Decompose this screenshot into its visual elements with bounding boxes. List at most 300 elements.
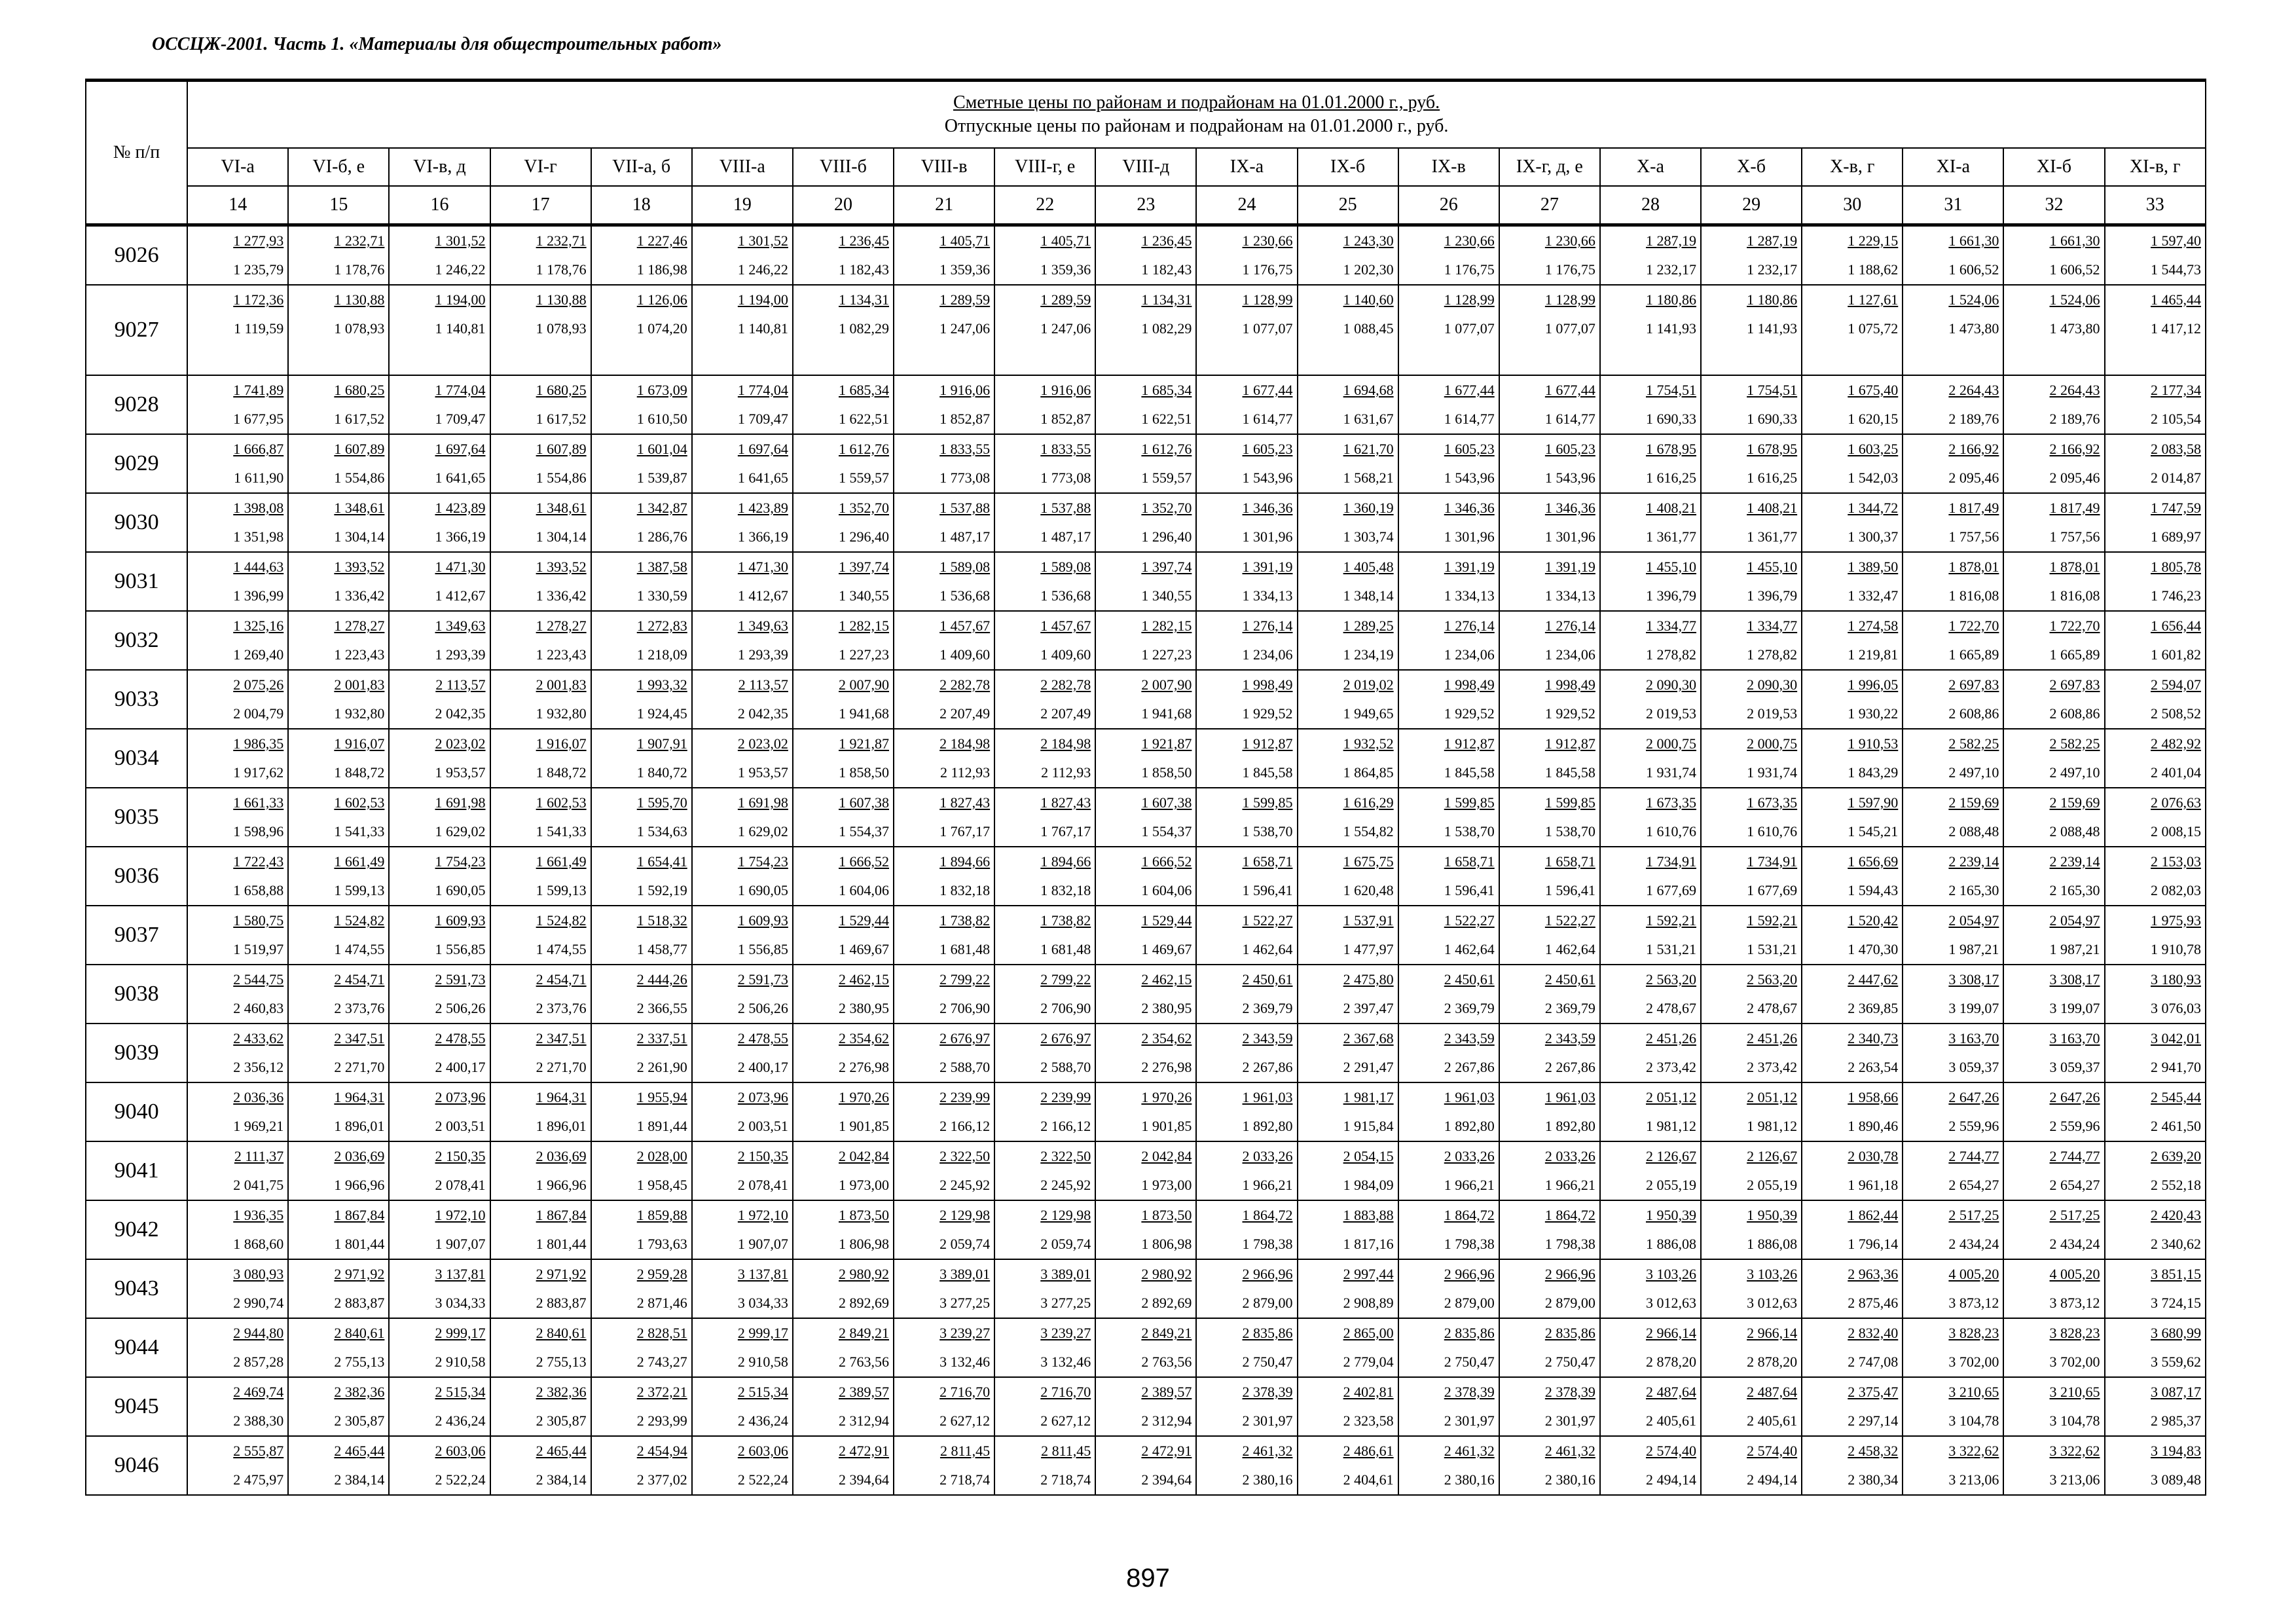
price-cell bbox=[2105, 1436, 2206, 1495]
estimate-price: 4 005,20 bbox=[1948, 1266, 1999, 1282]
district-header: XI-в, г bbox=[2105, 148, 2206, 186]
price-cell bbox=[490, 1024, 591, 1082]
selling-price: 1 296,40 bbox=[1141, 528, 1192, 545]
selling-price: 1 462,64 bbox=[1444, 941, 1495, 957]
price-cell bbox=[2105, 729, 2206, 788]
price-cell bbox=[1298, 1024, 1398, 1082]
price-cell bbox=[1600, 285, 1701, 375]
estimate-price: 2 697,83 bbox=[1948, 676, 1999, 693]
selling-price: 2 166,12 bbox=[1040, 1118, 1091, 1134]
price-cell bbox=[1398, 552, 1499, 611]
price-cell bbox=[1499, 906, 1600, 965]
selling-price: 1 340,55 bbox=[1141, 587, 1192, 604]
price-cell bbox=[894, 552, 994, 611]
selling-price: 1 412,67 bbox=[435, 587, 486, 604]
selling-price: 1 301,96 bbox=[1544, 528, 1595, 545]
price-cell bbox=[1499, 670, 1600, 729]
price-cell bbox=[591, 788, 692, 847]
price-cell bbox=[994, 729, 1095, 788]
estimate-price: 3 137,81 bbox=[737, 1266, 788, 1282]
selling-price: 1 474,55 bbox=[536, 941, 587, 957]
price-cell bbox=[1298, 1082, 1398, 1141]
estimate-price: 2 582,25 bbox=[1948, 735, 1999, 752]
price-cell bbox=[1398, 1259, 1499, 1318]
selling-price: 1 896,01 bbox=[334, 1118, 385, 1134]
price-cell bbox=[2003, 552, 2104, 611]
price-cell bbox=[1095, 611, 1196, 670]
selling-price: 2 042,35 bbox=[435, 705, 486, 722]
estimate-price: 2 129,98 bbox=[939, 1207, 991, 1223]
caption-selling-prices: Отпускные цены по районам и подрайонам на 01.01.2000 г., руб. bbox=[944, 116, 1449, 136]
price-cell bbox=[1499, 1024, 1600, 1082]
price-cell bbox=[692, 1141, 793, 1200]
price-cell bbox=[288, 906, 389, 965]
estimate-price: 1 537,88 bbox=[939, 500, 991, 516]
price-cell bbox=[1095, 493, 1196, 552]
estimate-price: 2 966,96 bbox=[1444, 1266, 1495, 1282]
estimate-price: 1 457,67 bbox=[1040, 618, 1091, 634]
selling-price: 1 541,33 bbox=[334, 823, 385, 840]
estimate-price: 1 405,71 bbox=[939, 232, 991, 249]
selling-price: 1 929,52 bbox=[1544, 705, 1595, 722]
estimate-price: 1 607,89 bbox=[536, 441, 587, 457]
estimate-price: 2 454,71 bbox=[334, 971, 385, 987]
estimate-price: 1 230,66 bbox=[1544, 232, 1595, 249]
price-cell bbox=[187, 1259, 288, 1318]
selling-price: 1 801,44 bbox=[334, 1236, 385, 1252]
price-cell bbox=[994, 965, 1095, 1024]
price-cell bbox=[2105, 375, 2206, 434]
estimate-price: 2 799,22 bbox=[939, 971, 991, 987]
estimate-price: 1 393,52 bbox=[536, 559, 587, 575]
price-cell bbox=[187, 225, 288, 286]
estimate-price: 1 589,08 bbox=[939, 559, 991, 575]
selling-price: 1 359,36 bbox=[1040, 261, 1091, 278]
estimate-price: 1 601,04 bbox=[636, 441, 687, 457]
estimate-price: 3 851,15 bbox=[2151, 1266, 2201, 1282]
selling-price: 3 059,37 bbox=[1948, 1059, 1999, 1075]
price-cell bbox=[1298, 788, 1398, 847]
estimate-price: 1 352,70 bbox=[1141, 500, 1192, 516]
estimate-price: 1 661,30 bbox=[2049, 232, 2100, 249]
estimate-price: 1 656,69 bbox=[1848, 853, 1899, 870]
estimate-price: 3 087,17 bbox=[2151, 1384, 2201, 1400]
price-cell bbox=[389, 434, 490, 493]
selling-price: 1 845,58 bbox=[1544, 764, 1595, 781]
price-cell bbox=[187, 552, 288, 611]
price-cell bbox=[1196, 1436, 1297, 1495]
price-cell bbox=[591, 434, 692, 493]
selling-price: 3 199,07 bbox=[2049, 1000, 2100, 1016]
selling-price: 1 616,25 bbox=[1646, 470, 1696, 486]
selling-price: 1 178,76 bbox=[334, 261, 385, 278]
price-cell bbox=[1196, 729, 1297, 788]
price-cell bbox=[793, 375, 894, 434]
price-cell bbox=[1398, 1200, 1499, 1259]
selling-price: 2 750,47 bbox=[1544, 1354, 1595, 1370]
selling-price: 1 077,07 bbox=[1544, 320, 1595, 337]
price-cell bbox=[1398, 1377, 1499, 1436]
district-header: X-в, г bbox=[1802, 148, 1903, 186]
estimate-price: 1 916,06 bbox=[939, 382, 991, 398]
estimate-price: 1 342,87 bbox=[636, 500, 687, 516]
price-cell bbox=[1298, 1377, 1398, 1436]
price-cell bbox=[288, 1082, 389, 1141]
selling-price: 2 878,20 bbox=[1747, 1354, 1798, 1370]
price-cell bbox=[793, 552, 894, 611]
selling-price: 2 380,34 bbox=[1848, 1471, 1899, 1488]
estimate-price: 1 675,75 bbox=[1343, 853, 1394, 870]
selling-price: 2 305,87 bbox=[334, 1412, 385, 1429]
estimate-price: 2 444,26 bbox=[636, 971, 687, 987]
price-cell bbox=[1499, 1377, 1600, 1436]
estimate-price: 2 486,61 bbox=[1343, 1443, 1394, 1459]
price-cell bbox=[1802, 611, 1903, 670]
estimate-price: 1 592,21 bbox=[1747, 912, 1798, 929]
selling-price: 1 176,75 bbox=[1242, 261, 1293, 278]
estimate-price: 1 444,63 bbox=[233, 559, 284, 575]
column-number: 14 bbox=[187, 186, 288, 225]
price-cell bbox=[793, 1377, 894, 1436]
table-row bbox=[86, 965, 2206, 1024]
price-cell bbox=[1802, 225, 1903, 286]
price-cell bbox=[2105, 1318, 2206, 1377]
estimate-price: 1 387,58 bbox=[636, 559, 687, 575]
price-cell bbox=[187, 611, 288, 670]
table-row bbox=[86, 285, 2206, 375]
selling-price: 2 059,74 bbox=[1040, 1236, 1091, 1252]
selling-price: 1 545,21 bbox=[1848, 823, 1899, 840]
page-number: 897 bbox=[1126, 1564, 1170, 1593]
price-cell bbox=[1196, 1082, 1297, 1141]
estimate-price: 3 103,26 bbox=[1747, 1266, 1798, 1282]
selling-price: 1 987,21 bbox=[1948, 941, 1999, 957]
selling-price: 3 132,46 bbox=[939, 1354, 991, 1370]
selling-price: 1 907,07 bbox=[435, 1236, 486, 1252]
selling-price: 1 677,95 bbox=[233, 411, 284, 427]
estimate-price: 1 612,76 bbox=[839, 441, 889, 457]
price-cell bbox=[994, 1259, 1095, 1318]
selling-price: 2 105,54 bbox=[2151, 411, 2201, 427]
price-cell bbox=[591, 1082, 692, 1141]
table-row bbox=[86, 729, 2206, 788]
price-cell bbox=[1903, 1377, 2003, 1436]
price-cell bbox=[591, 493, 692, 552]
price-cell bbox=[1095, 906, 1196, 965]
district-header: IX-г, д, е bbox=[1499, 148, 1600, 186]
selling-price: 2 267,86 bbox=[1242, 1059, 1293, 1075]
estimate-price: 2 113,57 bbox=[435, 676, 486, 693]
selling-price: 2 910,58 bbox=[737, 1354, 788, 1370]
estimate-price: 1 301,52 bbox=[435, 232, 486, 249]
estimate-price: 1 194,00 bbox=[435, 291, 486, 308]
selling-price: 1 981,12 bbox=[1747, 1118, 1798, 1134]
estimate-price: 2 036,69 bbox=[334, 1148, 385, 1164]
estimate-price: 2 000,75 bbox=[1646, 735, 1696, 752]
estimate-price: 1 734,91 bbox=[1747, 853, 1798, 870]
selling-price: 2 892,69 bbox=[1141, 1295, 1192, 1311]
price-cell bbox=[2003, 1082, 2104, 1141]
estimate-price: 1 529,44 bbox=[1141, 912, 1192, 929]
selling-price: 1 304,14 bbox=[334, 528, 385, 545]
selling-price: 1 592,19 bbox=[636, 882, 687, 898]
selling-price: 1 617,52 bbox=[536, 411, 587, 427]
estimate-price: 2 042,84 bbox=[1141, 1148, 1192, 1164]
price-cell bbox=[1298, 729, 1398, 788]
price-cell bbox=[2105, 847, 2206, 906]
selling-price: 2 394,64 bbox=[1141, 1471, 1192, 1488]
estimate-price: 3 308,17 bbox=[1948, 971, 1999, 987]
estimate-price: 1 873,50 bbox=[1141, 1207, 1192, 1223]
price-cell bbox=[389, 1259, 490, 1318]
selling-price: 2 892,69 bbox=[839, 1295, 889, 1311]
price-cell bbox=[793, 1200, 894, 1259]
selling-price: 1 773,08 bbox=[939, 470, 991, 486]
estimate-price: 1 754,23 bbox=[737, 853, 788, 870]
price-cell bbox=[389, 1200, 490, 1259]
estimate-price: 1 348,61 bbox=[536, 500, 587, 516]
selling-price: 2 478,67 bbox=[1646, 1000, 1696, 1016]
estimate-price: 1 278,27 bbox=[536, 618, 587, 634]
price-cell bbox=[1298, 906, 1398, 965]
selling-price: 1 641,65 bbox=[737, 470, 788, 486]
estimate-price: 1 774,04 bbox=[435, 382, 486, 398]
selling-price: 1 796,14 bbox=[1848, 1236, 1899, 1252]
price-cell bbox=[1196, 847, 1297, 906]
selling-price: 1 604,06 bbox=[839, 882, 889, 898]
estimate-price: 1 754,51 bbox=[1747, 382, 1798, 398]
estimate-price: 1 894,66 bbox=[1040, 853, 1091, 870]
selling-price: 1 412,67 bbox=[737, 587, 788, 604]
estimate-price: 2 451,26 bbox=[1646, 1030, 1696, 1046]
price-cell bbox=[1802, 375, 1903, 434]
price-cell bbox=[692, 965, 793, 1024]
estimate-price: 1 916,07 bbox=[536, 735, 587, 752]
price-cell bbox=[490, 965, 591, 1024]
estimate-price: 2 482,92 bbox=[2151, 735, 2201, 752]
estimate-price: 1 607,38 bbox=[839, 794, 889, 811]
price-cell bbox=[1298, 670, 1398, 729]
estimate-price: 2 603,06 bbox=[435, 1443, 486, 1459]
price-cell bbox=[1903, 847, 2003, 906]
estimate-price: 3 239,27 bbox=[1040, 1325, 1091, 1341]
price-cell bbox=[1600, 847, 1701, 906]
selling-price: 1 336,42 bbox=[334, 587, 385, 604]
selling-price: 2 373,42 bbox=[1646, 1059, 1696, 1075]
selling-price: 1 629,02 bbox=[435, 823, 486, 840]
estimate-price: 1 864,72 bbox=[1242, 1207, 1293, 1223]
estimate-price: 2 382,36 bbox=[536, 1384, 587, 1400]
estimate-price: 2 264,43 bbox=[1948, 382, 1999, 398]
price-cell bbox=[187, 847, 288, 906]
price-cell bbox=[187, 788, 288, 847]
selling-price: 2 405,61 bbox=[1646, 1412, 1696, 1429]
estimate-price: 2 367,68 bbox=[1343, 1030, 1394, 1046]
selling-price: 1 487,17 bbox=[1040, 528, 1091, 545]
estimate-price: 1 391,19 bbox=[1242, 559, 1293, 575]
estimate-price: 2 832,40 bbox=[1848, 1325, 1899, 1341]
selling-price: 2 559,96 bbox=[2049, 1118, 2100, 1134]
estimate-price: 2 129,98 bbox=[1040, 1207, 1091, 1223]
price-cell bbox=[1095, 670, 1196, 729]
column-number: 22 bbox=[994, 186, 1095, 225]
price-cell bbox=[288, 552, 389, 611]
estimate-price: 2 462,15 bbox=[839, 971, 889, 987]
selling-price: 1 858,50 bbox=[839, 764, 889, 781]
price-cell bbox=[1802, 552, 1903, 611]
estimate-price: 1 457,67 bbox=[939, 618, 991, 634]
selling-price: 1 596,41 bbox=[1544, 882, 1595, 898]
price-cell bbox=[389, 552, 490, 611]
price-cell bbox=[793, 225, 894, 286]
estimate-price: 1 605,23 bbox=[1242, 441, 1293, 457]
selling-price: 1 140,81 bbox=[737, 320, 788, 337]
price-cell bbox=[692, 1436, 793, 1495]
selling-price: 1 474,55 bbox=[334, 941, 385, 957]
price-cell bbox=[1095, 847, 1196, 906]
estimate-price: 1 916,07 bbox=[334, 735, 385, 752]
selling-price: 1 868,60 bbox=[233, 1236, 284, 1252]
price-cell bbox=[1196, 285, 1297, 375]
estimate-price: 3 680,99 bbox=[2151, 1325, 2201, 1341]
selling-price: 2 405,61 bbox=[1747, 1412, 1798, 1429]
district-header: VIII-в bbox=[894, 148, 994, 186]
price-cell bbox=[490, 375, 591, 434]
estimate-price: 1 677,44 bbox=[1242, 382, 1293, 398]
price-cell bbox=[994, 1377, 1095, 1436]
selling-price: 1 330,59 bbox=[636, 587, 687, 604]
price-cell bbox=[1196, 225, 1297, 286]
price-cell bbox=[1298, 1200, 1398, 1259]
selling-price: 1 832,18 bbox=[1040, 882, 1091, 898]
price-cell bbox=[490, 285, 591, 375]
selling-price: 2 291,47 bbox=[1343, 1059, 1394, 1075]
district-header: X-а bbox=[1600, 148, 1701, 186]
selling-price: 1 141,93 bbox=[1747, 320, 1798, 337]
selling-price: 1 119,59 bbox=[234, 320, 284, 337]
estimate-price: 1 970,26 bbox=[839, 1089, 889, 1105]
price-cell bbox=[288, 1377, 389, 1436]
selling-price: 1 832,18 bbox=[939, 882, 991, 898]
selling-price: 1 746,23 bbox=[2151, 587, 2201, 604]
selling-price: 3 213,06 bbox=[2049, 1471, 2100, 1488]
estimate-price: 2 150,35 bbox=[737, 1148, 788, 1164]
selling-price: 1 232,17 bbox=[1747, 261, 1798, 278]
row-number: 9045 bbox=[86, 1377, 187, 1436]
estimate-price: 2 000,75 bbox=[1747, 735, 1798, 752]
selling-price: 1 614,77 bbox=[1544, 411, 1595, 427]
selling-price: 1 361,77 bbox=[1646, 528, 1696, 545]
price-cell bbox=[288, 493, 389, 552]
row-number: 9041 bbox=[86, 1141, 187, 1200]
estimate-price: 1 349,63 bbox=[737, 618, 788, 634]
selling-price: 1 269,40 bbox=[233, 646, 284, 663]
estimate-price: 3 180,93 bbox=[2151, 971, 2201, 987]
price-cell bbox=[288, 375, 389, 434]
estimate-price: 2 849,21 bbox=[839, 1325, 889, 1341]
price-table bbox=[85, 79, 2206, 1496]
estimate-price: 1 592,21 bbox=[1646, 912, 1696, 929]
price-cell bbox=[389, 285, 490, 375]
estimate-price: 1 722,70 bbox=[2049, 618, 2100, 634]
price-cell bbox=[1398, 1024, 1499, 1082]
table-row bbox=[86, 1024, 2206, 1082]
price-cell bbox=[1701, 493, 1802, 552]
price-cell bbox=[2003, 847, 2104, 906]
price-cell bbox=[490, 1141, 591, 1200]
price-cell bbox=[894, 847, 994, 906]
table-row bbox=[86, 434, 2206, 493]
selling-price: 2 312,94 bbox=[1141, 1412, 1192, 1429]
selling-price: 2 400,17 bbox=[435, 1059, 486, 1075]
price-cell bbox=[288, 1024, 389, 1082]
price-cell bbox=[1600, 788, 1701, 847]
selling-price: 1 891,44 bbox=[636, 1118, 687, 1134]
selling-price: 2 654,27 bbox=[1948, 1177, 1999, 1193]
price-cell bbox=[389, 1024, 490, 1082]
price-cell bbox=[1903, 225, 2003, 286]
selling-price: 1 188,62 bbox=[1848, 261, 1899, 278]
selling-price: 1 757,56 bbox=[1948, 528, 1999, 545]
table-row bbox=[86, 611, 2206, 670]
price-cell bbox=[591, 1024, 692, 1082]
price-cell bbox=[1802, 493, 1903, 552]
estimate-price: 2 469,74 bbox=[233, 1384, 284, 1400]
price-cell bbox=[389, 493, 490, 552]
price-cell bbox=[894, 1377, 994, 1436]
estimate-price: 2 811,45 bbox=[1041, 1443, 1091, 1459]
price-cell bbox=[1701, 434, 1802, 493]
selling-price: 2 497,10 bbox=[1948, 764, 1999, 781]
price-cell bbox=[288, 611, 389, 670]
selling-price: 1 247,06 bbox=[939, 320, 991, 337]
price-cell bbox=[2003, 1024, 2104, 1082]
selling-price: 1 966,96 bbox=[536, 1177, 587, 1193]
row-number: 9034 bbox=[86, 729, 187, 788]
selling-price: 2 588,70 bbox=[939, 1059, 991, 1075]
selling-price: 1 409,60 bbox=[939, 646, 991, 663]
column-number: 27 bbox=[1499, 186, 1600, 225]
estimate-price: 1 599,85 bbox=[1444, 794, 1495, 811]
row-number: 9043 bbox=[86, 1259, 187, 1318]
estimate-price: 1 344,72 bbox=[1848, 500, 1899, 516]
selling-price: 2 165,30 bbox=[2049, 882, 2100, 898]
estimate-price: 1 194,00 bbox=[737, 291, 788, 308]
estimate-price: 1 603,25 bbox=[1848, 441, 1899, 457]
price-cell bbox=[793, 611, 894, 670]
price-cell bbox=[894, 906, 994, 965]
estimate-price: 1 360,19 bbox=[1343, 500, 1394, 516]
price-cell bbox=[1802, 1377, 1903, 1436]
price-cell bbox=[591, 375, 692, 434]
row-number: 9036 bbox=[86, 847, 187, 906]
selling-price: 1 293,39 bbox=[435, 646, 486, 663]
price-cell bbox=[1600, 1259, 1701, 1318]
table-row bbox=[86, 225, 2206, 286]
estimate-price: 1 423,89 bbox=[435, 500, 486, 516]
selling-price: 1 554,86 bbox=[334, 470, 385, 486]
table-caption bbox=[187, 81, 2206, 149]
estimate-price: 3 389,01 bbox=[1040, 1266, 1091, 1282]
table-row bbox=[86, 1377, 2206, 1436]
price-cell bbox=[591, 729, 692, 788]
estimate-price: 2 478,55 bbox=[435, 1030, 486, 1046]
price-cell bbox=[490, 611, 591, 670]
estimate-price: 2 676,97 bbox=[1040, 1030, 1091, 1046]
price-cell bbox=[2105, 906, 2206, 965]
price-cell bbox=[1701, 375, 1802, 434]
price-cell bbox=[1398, 847, 1499, 906]
